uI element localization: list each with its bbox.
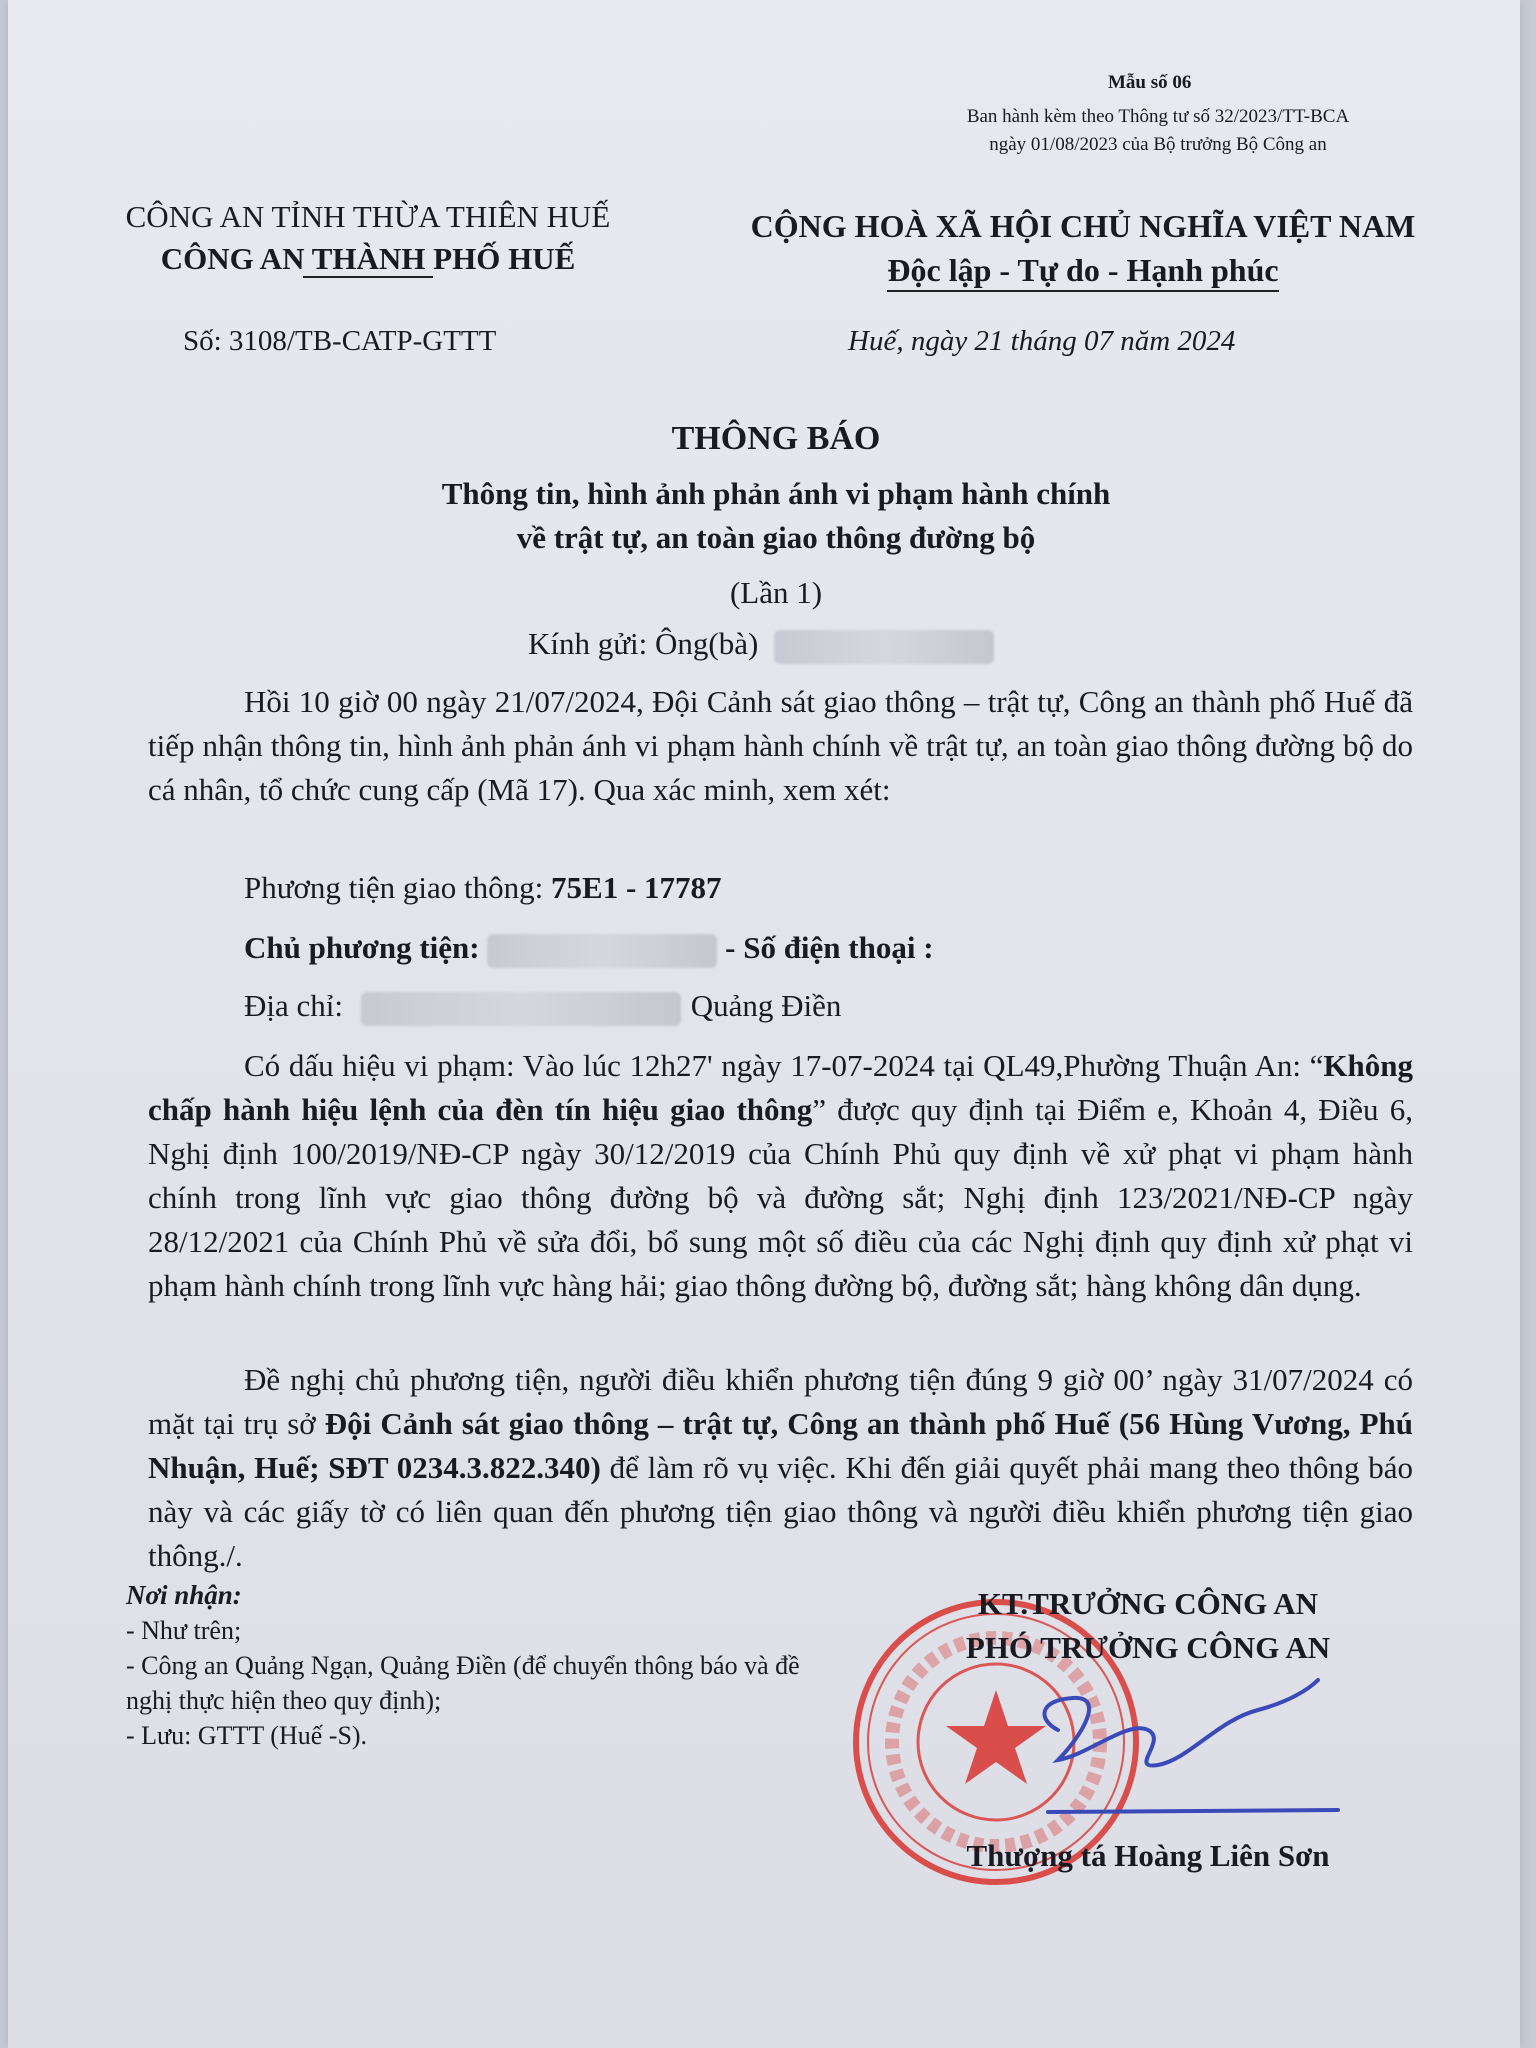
handwritten-signature: [1018, 1660, 1358, 1830]
form-number: Mẫu số 06: [1108, 72, 1192, 93]
vehicle-line: [244, 870, 722, 906]
signature-line1: KT.TRƯỞNG CÔNG AN: [977, 1586, 1319, 1621]
country-name: CỘNG HOÀ XÃ HỘI CHỦ NGHĨA VIỆT NAM: [750, 208, 1416, 244]
parent-agency: CÔNG AN TỈNH THỪA THIÊN HUẾ: [125, 199, 611, 234]
place-date: Huế, ngày 21 tháng 07 năm 2024: [848, 325, 1236, 357]
intro-paragraph: [148, 680, 1413, 812]
address-line: [244, 988, 841, 1026]
document-subtitle: [208, 472, 1344, 560]
recipient-label: Kính gửi: Ông(bà): [528, 626, 759, 661]
document-title: THÔNG BÁO: [671, 420, 881, 457]
signature-line2: PHÓ TRƯỞNG CÔNG AN: [965, 1630, 1331, 1665]
request-paragraph: [148, 1358, 1413, 1578]
request-text: [148, 1358, 1413, 1578]
address-label: Địa chỉ:: [244, 988, 343, 1023]
signer-name: Thượng tá Hoàng Liên Sơn: [966, 1838, 1330, 1873]
address-tail: Quảng Điền: [690, 988, 842, 1023]
redacted-owner: [487, 934, 717, 968]
request-post: để làm rõ vụ việc. Khi đến giải quyết phải mang theo thông báo này và các giấy tờ có liên quan đến phương tiện giao thông và người điều khiển phương tiện giao thông./.: [148, 1450, 1413, 1573]
owner-line: [244, 930, 934, 968]
recipients-list: [126, 1578, 826, 1753]
phone-label: - Số điện thoại :: [717, 930, 934, 965]
redacted-address: [361, 992, 681, 1026]
agency-underline: [303, 276, 433, 278]
subtitle-line2: về trật tự, an toàn giao thông đường bộ: [516, 520, 1036, 555]
issued-note-line2: ngày 01/08/2023 của Bộ trưởng Bộ Công an: [989, 134, 1327, 155]
issued-note: [908, 103, 1408, 159]
redacted-name: [774, 630, 994, 664]
violation-title: Không chấp hành hiệu lệnh của đèn tín hiệu giao thông: [148, 1048, 1413, 1127]
recipient-item: - Như trên;: [126, 1616, 242, 1645]
signature-title: [868, 1582, 1428, 1670]
national-header: [698, 204, 1468, 292]
violation-post: ” được quy định tại Điểm e, Khoản 4, Điều 6, Nghị định 100/2019/NĐ-CP ngày 30/12/2019 của Chính Phủ quy định về xử phạt vi phạm hành chính trong lĩnh vực giao thông đường bộ và đường sắt; Nghị định 123/2021/NĐ-CP ngày 28/12/2021 của Chính Phủ về sửa đổi, bổ sung một số điều của các Nghị định quy định xử phạt vi phạm hành chính trong lĩnh vực hàng hải; giao thông đường bộ, đường sắt; hàng không dân dụng.: [148, 1092, 1414, 1303]
issued-note-line1: Ban hành kèm theo Thông tư số 32/2023/TT-BCA: [966, 106, 1350, 127]
intro-text: Hồi 10 giờ 00 ngày 21/07/2024, Đội Cảnh sát giao thông – trật tự, Công an thành phố Huế đã tiếp nhận thông tin, hình ảnh phản ánh vi phạm hành chính về trật tự, an toàn giao thông đường bộ do cá nhân, tổ chức cung cấp (Mã 17). Qua xác minh, xem xét:: [148, 684, 1413, 807]
recipient-item: - Công an Quảng Ngạn, Quảng Điền (để chuyển thông báo và đề nghị thực hiện theo quy định);: [126, 1651, 800, 1715]
issuing-agency: [68, 196, 668, 282]
violation-pre: Có dấu hiệu vi phạm: Vào lúc 12h27' ngày 17-07-2024 tại QL49,Phường Thuận An: “: [244, 1048, 1324, 1083]
recipient-line: [528, 626, 994, 664]
document-number: Số: 3108/TB-CATP-GTTT: [183, 325, 497, 357]
subtitle-line1: Thông tin, hình ảnh phản ánh vi phạm hành chính: [441, 476, 1111, 511]
national-motto: Độc lập - Tự do - Hạnh phúc: [887, 250, 1278, 292]
request-pre: Đề nghị chủ phương tiện, người điều khiển phương tiện đúng 9 giờ 00’ ngày 31/07/2024 có mặt tại trụ sở: [148, 1362, 1413, 1441]
recipient-item: - Lưu: GTTT (Huế -S).: [126, 1721, 368, 1750]
violation-text: [148, 1044, 1413, 1308]
vehicle-plate: 75E1 - 17787: [551, 870, 722, 905]
unit-agency: CÔNG AN THÀNH PHỐ HUẾ: [160, 241, 576, 276]
attempt-number: (Lần 1): [729, 575, 823, 610]
document-page: [8, 0, 1520, 2048]
violation-paragraph: [148, 1044, 1413, 1308]
owner-label: Chủ phương tiện:: [244, 930, 480, 965]
vehicle-label: Phương tiện giao thông:: [244, 870, 552, 905]
request-location: Đội Cảnh sát giao thông – trật tự, Công an thành phố Huế (56 Hùng Vương, Phú Nhuận, Huế; SĐT 0234.3.822.340): [148, 1406, 1414, 1485]
recipients-head: Nơi nhận:: [126, 1580, 242, 1610]
